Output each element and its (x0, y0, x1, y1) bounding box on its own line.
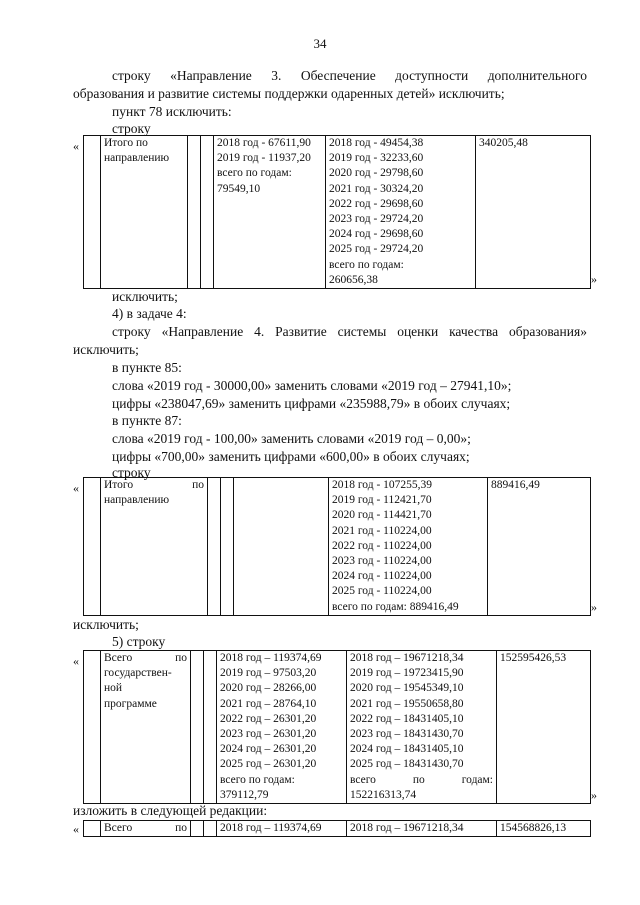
table1-name-cell: Итого по направлению (101, 136, 188, 289)
table4-col3-cell: 2018 год – 19671218,34 (347, 821, 497, 837)
intro-line-4: строку (112, 121, 151, 136)
table1-col2-cell: 2018 год - 67611,90 2019 год - 11937,20 всего по годам: 79549,10 (214, 136, 326, 289)
table3-name-cell: Всего по государствен- ной программе (101, 651, 191, 804)
table3-row (84, 651, 591, 804)
table1-close-quote: » (591, 272, 597, 286)
table3-close-quote: » (591, 788, 597, 802)
table3-col2-cell: 2018 год – 119374,69 2019 год – 97503,20 2020 год – 28266,00 2021 год – 28764,10 2022 год – 26301,20 2023 год – 26301,20 2024 год – 26301,20 2025 год – 26301,20 всего по годам: 379112,79 (217, 651, 347, 804)
table4 (83, 820, 591, 837)
words-replace-1: слова «2019 год - 30000,00» заменить словами «2019 год – 27941,10»; (112, 378, 512, 393)
table1-total-cell: 340205,48 (476, 136, 591, 289)
intro-line-3: пункт 78 исключить: (112, 104, 232, 119)
table2 (83, 477, 591, 616)
table2-total-cell: 889416,49 (488, 478, 591, 616)
table4-row (84, 821, 591, 837)
table3-cell-empty (191, 651, 204, 804)
table4-total-cell: 154568826,13 (497, 821, 591, 837)
exclude-2: исключить; (73, 342, 139, 357)
table2-close-quote: » (591, 600, 597, 614)
table1-cell-empty (84, 136, 101, 289)
table2-name-cell: Итого по направлению (101, 478, 208, 616)
table2-cell-empty (84, 478, 101, 616)
table4-cell-empty (204, 821, 217, 837)
figures-replace-1: цифры «238047,69» заменить цифрами «235988,79» в обоих случаях; (112, 396, 511, 411)
table2-open-quote: « (73, 481, 79, 495)
item-5: 5) строку (112, 634, 166, 649)
table4-cell-empty (84, 821, 101, 837)
point-85: в пункте 85: (112, 360, 182, 375)
table1-open-quote: « (73, 139, 79, 153)
figures-replace-2: цифры «700,00» заменить цифрами «600,00» в обоих случаях; (112, 449, 470, 464)
table3-cell-empty (84, 651, 101, 804)
intro-line-1: строку «Направление 3. Обеспечение доступности дополнительного (112, 68, 587, 83)
table4-col2-cell: 2018 год – 119374,69 (217, 821, 347, 837)
point-87: в пункте 87: (112, 413, 182, 428)
direction-4-line: строку «Направление 4. Развитие системы оценки качества образования» (112, 324, 587, 339)
table3-cell-empty (204, 651, 217, 804)
intro-line-2: образования и развитие системы поддержки одаренных детей» исключить; (73, 86, 505, 101)
table3 (83, 650, 591, 804)
words-replace-2: слова «2019 год - 100,00» заменить словами «2019 год – 0,00»; (112, 431, 471, 446)
table1-row (84, 136, 591, 289)
restate-line: изложить в следующей редакции: (73, 803, 268, 818)
table1-cell-empty (188, 136, 201, 289)
table4-cell-empty (191, 821, 204, 837)
table4-open-quote: « (73, 822, 79, 836)
exclude-3: исключить; (73, 617, 139, 632)
table3-open-quote: « (73, 654, 79, 668)
table2-cell-empty (208, 478, 221, 616)
row-word: строку (112, 465, 151, 480)
table2-cell-empty (221, 478, 234, 616)
table2-row (84, 478, 591, 616)
table1-col3-cell: 2018 год - 49454,38 2019 год - 32233,60 2020 год - 29798,60 2021 год - 30324,20 2022 год - 29698,60 2023 год - 29724,20 2024 год - 29698,60 2025 год - 29724,20 всего по годам: 260656,38 (326, 136, 476, 289)
table4-name-cell: Всего по (101, 821, 191, 837)
table1 (83, 135, 591, 289)
table3-total-cell: 152595426,53 (497, 651, 591, 804)
page-number: 34 (313, 36, 327, 51)
table1-cell-empty (201, 136, 214, 289)
table2-col3-cell: 2018 год - 107255,39 2019 год - 112421,70 2020 год - 114421,70 2021 год - 110224,00 2022 год - 110224,00 2023 год - 110224,00 2024 год - 110224,00 2025 год - 110224,00 всего по годам: 889416,49 (329, 478, 488, 616)
task-4: 4) в задаче 4: (112, 306, 187, 321)
table2-cell-empty (234, 478, 329, 616)
exclude-1: исключить; (112, 289, 178, 304)
table3-col3-cell: 2018 год – 19671218,34 2019 год – 19723415,90 2020 год – 19545349,10 2021 год – 19550658,80 2022 год – 18431405,10 2023 год – 18431430,70 2024 год – 18431405,10 2025 год – 18431430,70 всего по годам: 152216313,74 (347, 651, 497, 804)
